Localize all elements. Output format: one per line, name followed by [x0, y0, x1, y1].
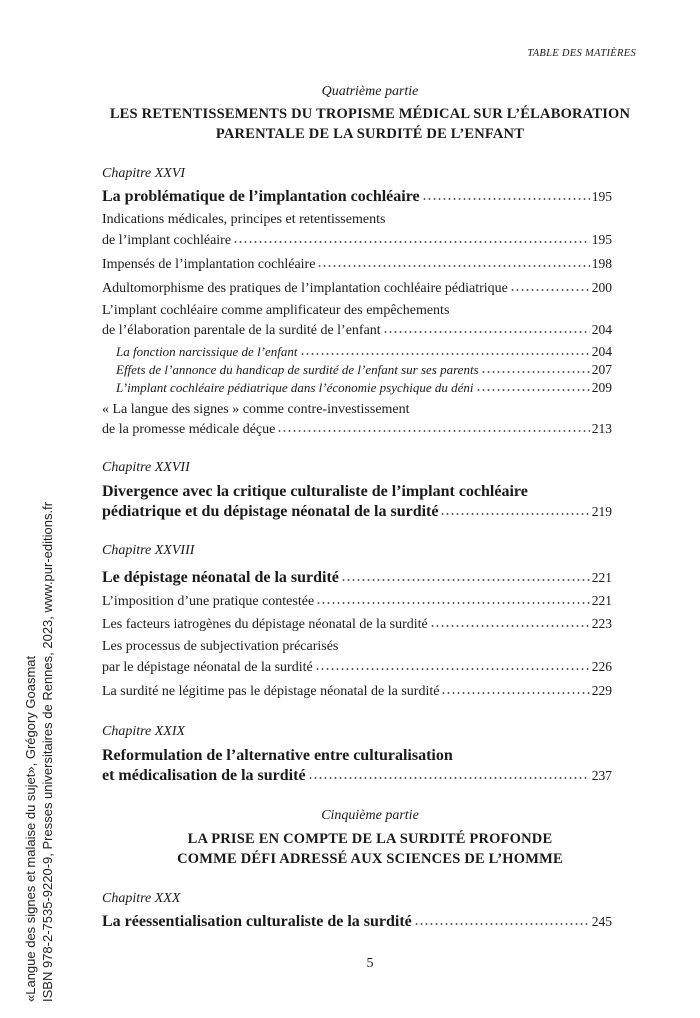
dot-leader	[341, 576, 590, 582]
dot-leader	[510, 286, 590, 292]
entry-title: pédiatrique et du dépistage néonatal de la surdité	[102, 503, 439, 520]
part-label: Quatrième partie	[321, 84, 419, 99]
side-copyright-note	[22, 472, 56, 1002]
dot-leader	[300, 350, 590, 356]
page-number: 237	[591, 768, 612, 783]
page-number: 207	[591, 362, 612, 377]
page-number: 226	[591, 659, 612, 674]
toc-entry[interactable]	[102, 255, 612, 274]
part-title-line: PARENTALE DE LA SURDITÉ DE L’ENFANT	[215, 126, 525, 142]
toc-chapter-entry[interactable]	[102, 912, 612, 932]
page-number: 221	[591, 570, 612, 585]
dot-leader	[481, 368, 590, 374]
dot-leader	[308, 774, 590, 780]
part-title-line: LES RETENTISSEMENTS DU TROPISME MÉDICAL SUR L’ÉLABORATION	[109, 106, 631, 122]
dot-leader	[430, 622, 590, 628]
toc-entry[interactable]	[102, 231, 612, 250]
page-number: 195	[591, 189, 612, 204]
toc-entry[interactable]	[102, 420, 612, 439]
toc-entry[interactable]	[102, 592, 612, 611]
page-number: 219	[591, 504, 612, 519]
page-number: 195	[591, 232, 612, 247]
page-number: 245	[591, 914, 612, 929]
page-number: 229	[591, 683, 612, 698]
toc-entry[interactable]	[102, 658, 612, 677]
page-number: 209	[591, 380, 612, 395]
dot-leader	[277, 427, 589, 433]
toc-entry[interactable]	[102, 615, 612, 634]
dot-leader	[317, 262, 589, 268]
entry-title: de la promesse médicale déçue	[102, 422, 276, 437]
entry-line: Indications médicales, principes et retentissements	[102, 212, 386, 227]
toc-chapter-entry[interactable]	[102, 568, 612, 588]
chapter-title-line: Divergence avec la critique culturaliste de l’implant cochléaire	[102, 483, 528, 500]
entry-title: L’imposition d’une pratique contestée	[102, 594, 315, 609]
entry-line: L’implant cochléaire comme amplificateur des empêchements	[102, 303, 450, 318]
entry-title: Impensés de l’implantation cochléaire	[102, 257, 316, 272]
running-head: TABLE DES MATIÈRES	[527, 48, 636, 59]
chapter-title-line: Reformulation de l’alternative entre culturalisation	[102, 747, 453, 764]
page-number: 198	[591, 256, 612, 271]
page-number: 223	[591, 616, 612, 631]
entry-title: La réessentialisation culturaliste de la surdité	[102, 913, 412, 930]
entry-title: de l’élaboration parentale de la surdité de l’enfant	[102, 323, 381, 338]
dot-leader	[414, 920, 590, 926]
entry-line: Les processus de subjectivation précarisés	[102, 639, 339, 654]
part-label: Cinquième partie	[321, 808, 419, 823]
entry-title: L’implant cochléaire pédiatrique dans l’économie psychique du déni	[116, 380, 474, 395]
dot-leader	[233, 238, 590, 244]
toc-chapter-entry[interactable]	[102, 502, 612, 522]
toc-entry[interactable]	[102, 321, 612, 340]
page-number: 204	[591, 322, 612, 337]
toc-entry[interactable]	[102, 682, 612, 701]
dot-leader	[476, 386, 590, 392]
side-note-line: ISBN 978-2-7535-9220-9, Presses universitaires de Rennes, 2023, www.pur-editions.fr	[40, 501, 55, 1002]
chapter-label: Chapitre XXX	[102, 891, 181, 906]
entry-line: « La langue des signes » comme contre-investissement	[102, 402, 410, 417]
dot-leader	[422, 195, 590, 201]
dot-leader	[315, 665, 590, 671]
side-note-line: «Langue des signes et malaise du sujet», Grégory Goasmat	[23, 655, 38, 1002]
entry-title: La surdité ne légitime pas le dépistage néonatal de la surdité	[102, 684, 440, 699]
entry-title: par le dépistage néonatal de la surdité	[102, 660, 313, 675]
page-number: 204	[591, 344, 612, 359]
page-number: 213	[591, 421, 612, 436]
page-number: 200	[591, 280, 612, 295]
dot-leader	[441, 689, 589, 695]
toc-chapter-entry[interactable]	[102, 187, 612, 207]
entry-title: Les facteurs iatrogènes du dépistage néonatal de la surdité	[102, 617, 428, 632]
part-title-line: COMME DÉFI ADRESSÉ AUX SCIENCES DE L’HOMME	[177, 851, 563, 867]
entry-title: Le dépistage néonatal de la surdité	[102, 569, 339, 586]
entry-title: de l’implant cochléaire	[102, 233, 232, 248]
page-number: 221	[591, 593, 612, 608]
chapter-label: Chapitre XXIX	[102, 724, 186, 739]
toc-chapter-entry[interactable]	[102, 766, 612, 786]
toc-subentry[interactable]	[116, 343, 612, 360]
entry-title: La problématique de l’implantation cochléaire	[102, 188, 420, 205]
dot-leader	[316, 599, 590, 605]
chapter-label: Chapitre XXVII	[102, 460, 190, 475]
entry-title: et médicalisation de la surdité	[102, 767, 306, 784]
dot-leader	[383, 328, 590, 334]
entry-title: La fonction narcissique de l’enfant	[116, 344, 298, 359]
toc-entry[interactable]	[102, 279, 612, 298]
toc-subentry[interactable]	[116, 379, 612, 396]
entry-title: Adultomorphisme des pratiques de l’implantation cochléaire pédiatrique	[102, 281, 508, 296]
folio: 5	[366, 956, 374, 971]
chapter-label: Chapitre XXVI	[102, 166, 186, 181]
toc-subentry[interactable]	[116, 361, 612, 378]
dot-leader	[440, 510, 589, 516]
part-title-line: LA PRISE EN COMPTE DE LA SURDITÉ PROFONDE	[187, 831, 553, 847]
chapter-label: Chapitre XXVIII	[102, 543, 195, 558]
entry-title: Effets de l’annonce du handicap de surdité de l’enfant sur ses parents	[116, 362, 479, 377]
